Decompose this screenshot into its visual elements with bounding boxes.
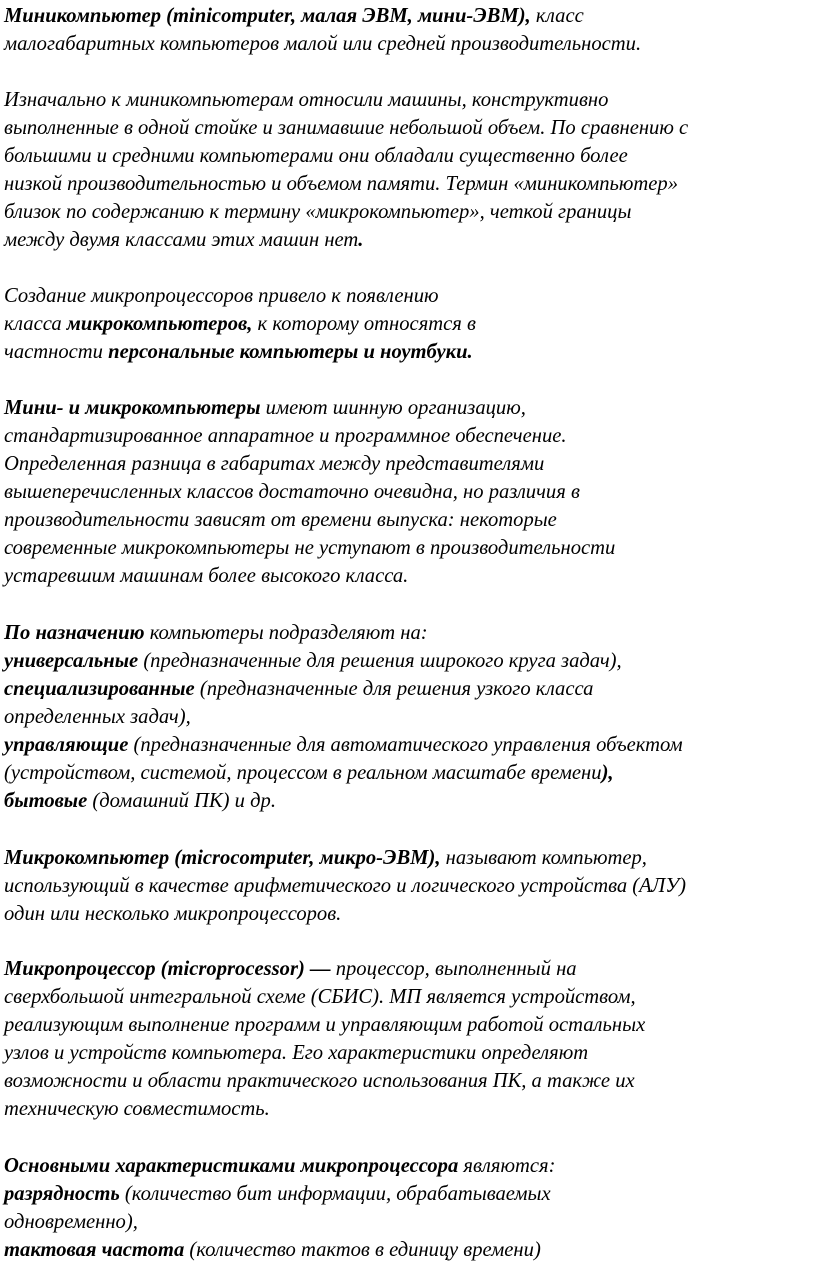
bold-term: Микропроцессор (microprocessor) — — [4, 958, 331, 980]
text-line — [4, 1067, 816, 1095]
paragraph-microprocessor-definition — [4, 955, 816, 1123]
text-run: малогабаритных компьютеров малой или средней производительности. — [4, 33, 642, 55]
text-run: являются: — [458, 1155, 556, 1177]
text-run: класса — [4, 313, 67, 335]
text-line — [4, 1236, 816, 1264]
text-run: определенных задач), — [4, 706, 191, 728]
text-run: большими и средними компьютерами они обладали существенно более — [4, 145, 628, 167]
paragraph-purpose-classification — [4, 619, 816, 815]
text-run: имеют шинную организацию, — [260, 397, 526, 419]
text-run: (предназначенные для автоматического управления объектом — [128, 734, 683, 756]
text-line — [4, 142, 816, 170]
text-run: к которому относятся в — [252, 313, 476, 335]
text-run: устаревшим машинам более высокого класса. — [4, 565, 409, 587]
text-run: использующий в качестве арифметического и логического устройства (АЛУ) — [4, 875, 686, 897]
paragraph-microcomputer-definition — [4, 844, 816, 928]
bold-term: Микрокомпьютер (microcomputer, микро-ЭВМ), — [4, 847, 441, 869]
text-line — [4, 450, 816, 478]
text-run: производительности зависят от времени выпуска: некоторые — [4, 509, 557, 531]
bold-term: разрядность — [4, 1183, 120, 1205]
text-line — [4, 872, 816, 900]
text-line — [4, 955, 816, 983]
text-line — [4, 86, 816, 114]
bold-term: микрокомпьютеров, — [66, 313, 253, 335]
text-run: (домашний ПК) и др. — [87, 790, 276, 812]
paragraph-minicomputer-definition — [4, 2, 816, 58]
text-run: (предназначенные для решения узкого класса — [194, 678, 594, 700]
text-run: техническую совместимость. — [4, 1098, 270, 1120]
bold-term: управляющие — [4, 734, 129, 756]
text-line — [4, 703, 816, 731]
bold-term: Мини- и микрокомпьютеры — [4, 397, 261, 419]
text-run: компьютеры подразделяют на: — [144, 622, 428, 644]
text-run: низкой производительностью и объемом памяти. Термин «миникомпьютер» — [4, 173, 679, 195]
text-run: (количество тактов в единицу времени) — [184, 1239, 541, 1261]
text-run: выполненные в одной стойке и занимавшие небольшой объем. По сравнению с — [4, 117, 689, 139]
bold-term: Основными характеристиками микропроцессора — [4, 1155, 459, 1177]
text-run: называют компьютер, — [440, 847, 647, 869]
paragraph-mini-micro-comparison — [4, 394, 816, 590]
text-line — [4, 422, 816, 450]
text-line — [4, 731, 816, 759]
bold-term: тактовая частота — [4, 1239, 185, 1261]
text-run: частности — [4, 341, 109, 363]
text-run: Определенная разница в габаритах между представителями — [4, 453, 545, 475]
text-line — [4, 1011, 816, 1039]
text-line — [4, 844, 816, 872]
text-run: современные микрокомпьютеры не уступают в производительности — [4, 537, 616, 559]
paragraph-microprocessor-characteristics — [4, 1152, 816, 1264]
paragraph-minicomputer-history — [4, 86, 816, 254]
text-run: Изначально к миникомпьютерам относили машины, конструктивно — [4, 89, 609, 111]
text-run: вышеперечисленных классов достаточно очевидна, но различия в — [4, 481, 580, 503]
text-line — [4, 478, 816, 506]
text-line — [4, 787, 816, 815]
text-line — [4, 983, 816, 1011]
text-run: (количество бит информации, обрабатываемых — [119, 1183, 551, 1205]
text-run: (устройством, системой, процессом в реальном масштабе времени — [4, 762, 602, 784]
text-line — [4, 759, 816, 787]
text-run: между двумя классами этих машин нет — [4, 229, 359, 251]
paragraph-microprocessor-creation — [4, 282, 816, 366]
text-line — [4, 2, 816, 30]
text-line — [4, 1208, 816, 1236]
bold-term: . — [358, 229, 364, 251]
text-run: одновременно), — [4, 1211, 138, 1233]
bold-term: специализированные — [4, 678, 195, 700]
text-run: узлов и устройств компьютера. Его характеристики определяют — [4, 1042, 589, 1064]
text-run: стандартизированное аппаратное и программное обеспечение. — [4, 425, 567, 447]
text-run: Создание микропроцессоров привело к появлению — [4, 285, 439, 307]
text-line — [4, 1152, 816, 1180]
text-line — [4, 310, 816, 338]
bold-term: персональные компьютеры и ноутбуки. — [108, 341, 473, 363]
text-line — [4, 619, 816, 647]
text-line — [4, 1180, 816, 1208]
text-run: сверхбольшой интегральной схеме (СБИС). МП является устройством, — [4, 986, 636, 1008]
text-line — [4, 675, 816, 703]
text-line — [4, 338, 816, 366]
text-line — [4, 282, 816, 310]
text-run: возможности и области практического использования ПК, а также их — [4, 1070, 635, 1092]
text-run: класс — [530, 5, 584, 27]
text-line — [4, 506, 816, 534]
text-line — [4, 900, 816, 928]
bold-term: Миникомпьютер (minicomputer, малая ЭВМ, мини-ЭВМ), — [4, 5, 531, 27]
text-line — [4, 647, 816, 675]
text-line — [4, 1039, 816, 1067]
bold-term: универсальные — [4, 650, 139, 672]
text-line — [4, 394, 816, 422]
text-run: один или несколько микропроцессоров. — [4, 903, 342, 925]
text-run: процессор, выполненный на — [330, 958, 577, 980]
text-line — [4, 226, 816, 254]
text-line — [4, 198, 816, 226]
text-run: реализующим выполнение программ и управляющим работой остальных — [4, 1014, 646, 1036]
text-line — [4, 170, 816, 198]
text-line — [4, 30, 816, 58]
text-line — [4, 114, 816, 142]
text-line — [4, 534, 816, 562]
bold-term: ), — [601, 762, 614, 784]
bold-term: бытовые — [4, 790, 88, 812]
text-line — [4, 562, 816, 590]
text-run: близок по содержанию к термину «микрокомпьютер», четкой границы — [4, 201, 632, 223]
bold-term: По назначению — [4, 622, 145, 644]
text-line — [4, 1095, 816, 1123]
text-run: (предназначенные для решения широкого круга задач), — [138, 650, 622, 672]
